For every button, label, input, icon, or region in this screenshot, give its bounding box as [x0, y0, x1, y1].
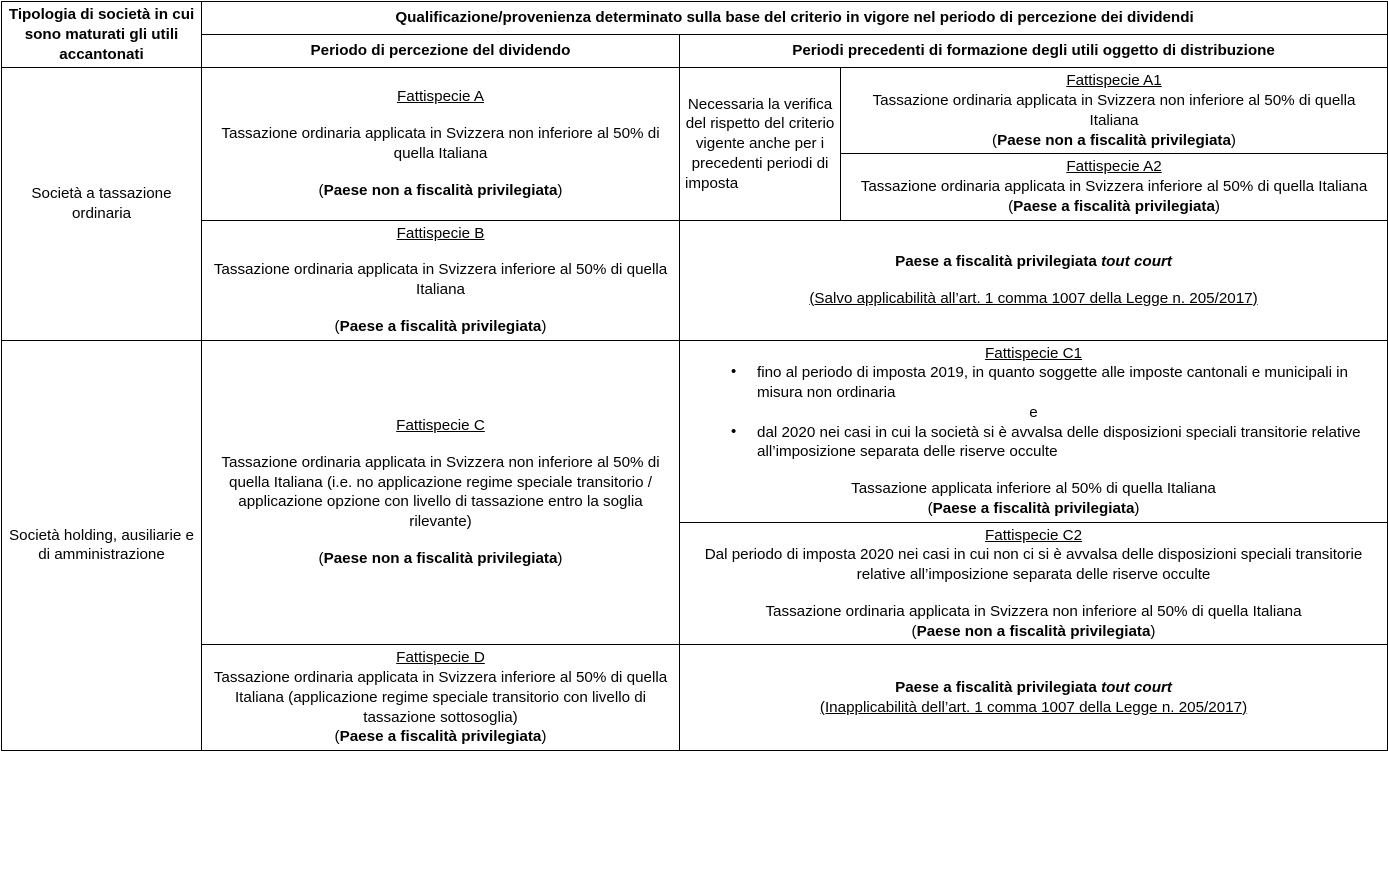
- cell-fattispecie-c2: [680, 522, 1388, 645]
- fattispecie-c1-note: (Paese a fiscalità privilegiata): [927, 499, 1140, 517]
- fattispecie-a2-body: Tassazione ordinaria applicata in Svizzera inferiore al 50% di quella Italiana: [860, 178, 1368, 195]
- table-header-row-1: [2, 2, 1388, 35]
- spacer: [207, 532, 674, 549]
- fattispecie-a-note: (Paese non a fiscalità privilegiata): [318, 181, 563, 199]
- fattispecie-c-note-bold: Paese non a fiscalità privilegiata: [323, 549, 558, 567]
- fattispecie-c1-bullet-2: dal 2020 nei casi in cui la società si è avvalsa delle disposizioni speciali transitorie relative all’imposizione separata delle riserve occulte: [757, 423, 1361, 461]
- list-item: [731, 363, 1376, 403]
- fattispecie-a2-title: Fattispecie A2: [1066, 158, 1162, 176]
- fattispecie-d-body: Tassazione ordinaria applicata in Svizzera inferiore al 50% di quella Italiana (applicazione regime speciale transitorio con livello di tassazione sottosoglia): [213, 669, 668, 726]
- fattispecie-d-title: Fattispecie D: [396, 649, 485, 667]
- fattispecie-c2-note-bold: Paese non a fiscalità privilegiata: [916, 622, 1151, 640]
- spacer: [685, 585, 1382, 602]
- spacer: [207, 164, 674, 181]
- fattispecie-b-body: Tassazione ordinaria applicata in Svizzera inferiore al 50% di quella Italiana: [213, 261, 668, 298]
- cell-fattispecie-d: [202, 645, 680, 751]
- fattispecie-c1-bullet-list: [685, 363, 1382, 403]
- cell-necessaria-verifica: Necessaria la verifica del rispetto del criterio vigente anche per i precedenti periodi di imposta: [680, 68, 841, 220]
- previous-d-main-italic: tout court: [1101, 678, 1172, 696]
- fattispecie-a2-note-bold: Paese a fiscalità privilegiata: [1013, 197, 1215, 215]
- fattispecie-d-note-bold: Paese a fiscalità privilegiata: [339, 728, 542, 746]
- header-cell-dividend-period: Periodo di percezione del dividendo: [202, 35, 680, 68]
- cell-fattispecie-a1: [841, 68, 1388, 154]
- fattispecie-a-note-bold: Paese non a fiscalità privilegiata: [323, 181, 558, 199]
- fattispecie-c-title: Fattispecie C: [396, 417, 485, 435]
- previous-b-main-bold: Paese a fiscalità privilegiata: [895, 252, 1102, 270]
- fattispecie-c1-note-bold: Paese a fiscalità privilegiata: [932, 499, 1135, 517]
- spacer: [207, 300, 674, 317]
- fattispecie-c1-bullet-1: fino al periodo di imposta 2019, in quanto soggette alle imposte cantonali e municipali in misura non ordinaria: [757, 364, 1348, 401]
- cell-fattispecie-a: [202, 68, 680, 220]
- spacer: [685, 462, 1382, 479]
- fattispecie-c2-summary: Tassazione ordinaria applicata in Svizzera non inferiore al 50% di quella Italiana: [765, 602, 1302, 620]
- fattispecie-c1-summary: Tassazione applicata inferiore al 50% di quella Italiana: [851, 480, 1216, 497]
- fattispecie-c2-title: Fattispecie C2: [984, 526, 1083, 544]
- row-holding-fattispecie-c: [2, 340, 1388, 522]
- document-page: [0, 1, 1388, 873]
- fattispecie-a2-note: (Paese a fiscalità privilegiata): [1008, 197, 1220, 215]
- fattispecie-b-note-bold: Paese a fiscalità privilegiata: [339, 317, 542, 335]
- fattispecie-a1-title: Fattispecie A1: [1066, 72, 1162, 90]
- spacer: [207, 436, 674, 453]
- fattispecie-a1-note: (Paese non a fiscalità privilegiata): [992, 131, 1236, 149]
- fattispecie-c2-note: (Paese non a fiscalità privilegiata): [911, 622, 1156, 640]
- row-ordinaria-fattispecie-a: [2, 68, 1388, 154]
- rowlabel-societa-holding: Società holding, ausiliarie e di amministrazione: [2, 340, 202, 751]
- fattispecie-b-note: (Paese a fiscalità privilegiata): [334, 317, 547, 335]
- fattispecie-a1-note-bold: Paese non a fiscalità privilegiata: [997, 131, 1231, 149]
- fattispecie-a-title: Fattispecie A: [397, 88, 484, 106]
- fattispecie-a1-body: Tassazione ordinaria applicata in Svizzera non inferiore al 50% di quella Italiana: [872, 92, 1356, 129]
- spacer: [685, 272, 1382, 289]
- previous-b-sub: (Salvo applicabilità all’art. 1 comma 1007 della Legge n. 205/2017): [809, 289, 1258, 307]
- list-item: [731, 423, 1376, 463]
- table-header-row-2: [2, 35, 1388, 68]
- cell-fattispecie-a2: [841, 154, 1388, 220]
- cell-fattispecie-b: [202, 220, 680, 340]
- previous-d-main-bold: Paese a fiscalità privilegiata: [895, 678, 1102, 696]
- fattispecie-c-body: Tassazione ordinaria applicata in Svizzera non inferiore al 50% di quella Italiana (i.e. no applicazione regime speciale transitorio / applicazione opzione con livello di tassazione entro la soglia rilevante): [221, 453, 660, 531]
- header-cell-criterion: Qualificazione/provenienza determinato sulla base del criterio in vigore nel periodo di percezione dei dividendi: [202, 2, 1388, 35]
- header-cell-company-type: Tipologia di società in cui sono maturati gli utili accantonati: [2, 2, 202, 68]
- cell-previous-d: [680, 645, 1388, 751]
- fattispecie-a-body: Tassazione ordinaria applicata in Svizzera non inferiore al 50% di quella Italiana: [221, 125, 660, 162]
- header-cell-previous-periods: Periodi precedenti di formazione degli utili oggetto di distribuzione: [680, 35, 1388, 68]
- previous-d-sub: (Inapplicabilità dell’art. 1 comma 1007 della Legge n. 205/2017): [819, 698, 1248, 716]
- fattispecie-c1-title: Fattispecie C1: [984, 344, 1083, 362]
- fattispecie-c1-conjunction: e: [1029, 403, 1038, 421]
- fattispecie-c1-bullet-list-2: [685, 423, 1382, 463]
- fattispecie-b-title: Fattispecie B: [396, 224, 485, 242]
- previous-b-main: [685, 252, 1382, 272]
- cell-fattispecie-c1: [680, 340, 1388, 522]
- fattispecie-c2-body: Dal periodo di imposta 2020 nei casi in cui non ci si è avvalsa delle disposizioni speciali transitorie relative all’imposizione separata delle riserve occulte: [704, 546, 1363, 583]
- fattispecie-d-note: (Paese a fiscalità privilegiata): [334, 728, 547, 746]
- spacer: [207, 107, 674, 124]
- cell-fattispecie-c: [202, 340, 680, 645]
- fattispecie-matrix-table: [1, 1, 1388, 751]
- fattispecie-c-note: (Paese non a fiscalità privilegiata): [318, 549, 563, 567]
- rowlabel-societa-tassazione-ordinaria: Società a tassazione ordinaria: [2, 68, 202, 340]
- previous-d-main: [685, 678, 1382, 698]
- cell-previous-b: [680, 220, 1388, 340]
- previous-b-main-italic: tout court: [1101, 252, 1172, 270]
- spacer: [207, 243, 674, 260]
